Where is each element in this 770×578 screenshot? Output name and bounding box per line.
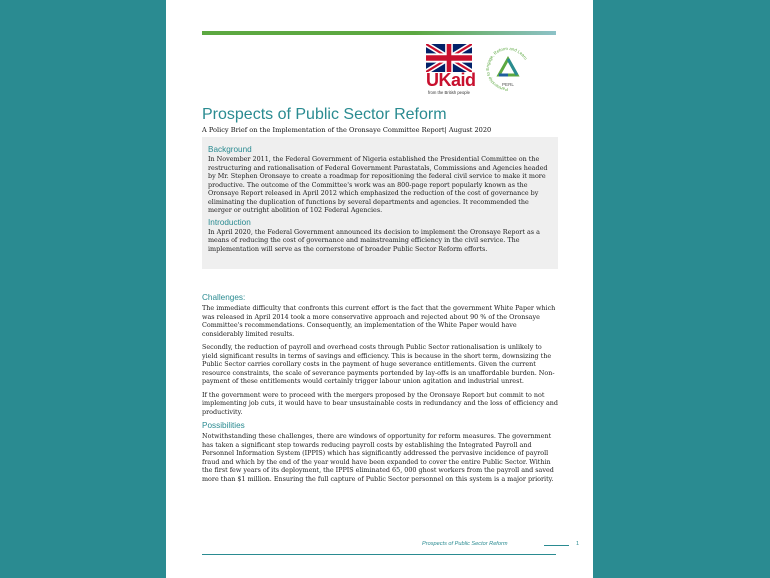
perl-label: PERL xyxy=(501,82,515,87)
top-accent-bar xyxy=(202,31,556,35)
main-content xyxy=(202,293,558,488)
perl-ring-text: Partnership to Engage, Reform and Learn xyxy=(485,45,529,93)
bottom-rule xyxy=(202,554,556,555)
ukaid-aid: aid xyxy=(451,70,476,90)
ukaid-uk: UK xyxy=(426,70,451,90)
document-title: Prospects of Public Sector Reform xyxy=(202,106,447,123)
logo-area xyxy=(424,44,534,94)
footer-title: Prospects of Public Sector Reform xyxy=(422,541,508,547)
introduction-text: In April 2020, the Federal Government announced its decision to implement the Oronsaye Report as a means of reducing the cost of governance and mainstreaming efficiency in the civil service. The implementation will serve as the cornerstone of broader Public Sector Reform efforts. xyxy=(208,227,540,253)
challenges-paragraph-2: Secondly, the reduction of payroll and overhead costs through Public Sector rationalisation is unlikely to yield significant results in terms of savings and efficiency. This is because in the short term, downsizing the Public Sector carries corollary costs in the payment of huge severance entitlements. Given the current resource constraints, the scale of severance payments portended by lay-offs is an unaffordable burden. Non-payment of these entitlements would certainly trigger labour union agitation and industrial unrest. xyxy=(202,343,555,385)
ukaid-wordmark xyxy=(426,71,476,89)
challenges-paragraph-1: The immediate difficulty that confronts this current effort is the fact that the government White Paper which was released in April 2014 took a more conservative approach and rejected about 90 % of the Oronsaye Committee's recommendations. Consequently, an implementation of the White Paper would have considerably limited results. xyxy=(202,304,556,338)
possibilities-text: Notwithstanding these challenges, there are windows of opportunity for reform measures. The government has taken a significant step towards reducing payroll costs by establishing the Integrated Payroll and Personnel Information System (IPPIS) which has significantly addressed the pervasive incidence of payroll fraud and which by the end of the year would have been expanded to cover the entire Public Sector. Within the first few years of its deployment, the IPPIS eliminated 65, 000 ghost workers from the payroll and saved more than $1 million. Ensuring the full capture of Public Sector personnel on this system is a major priority. xyxy=(202,432,554,483)
introduction-heading: Introduction xyxy=(208,217,251,227)
footer-rule xyxy=(544,545,569,546)
page-footer xyxy=(422,541,580,551)
summary-box xyxy=(202,137,558,269)
background-text: In November 2011, the Federal Government of Nigeria established the Presidential Committee on the restructuring and rationalisation of Federal Government Parastatals, Commissions and Agencies headed by Mr. Stephen Oronsaye to create a roadmap for repositioning the federal civil service to make it more productive. The outcome of the Committee's work was an 800-page report popularly known as the Oronsaye Report released in April 2012 which emphasized the reduction of the cost of governance by eliminating the duplication of functions by several departments and agencies. It recommended the merger or outright abolition of 102 Federal Agencies. xyxy=(208,155,548,214)
perl-logo-icon xyxy=(482,44,534,94)
document-subtitle: A Policy Brief on the Implementation of the Oronsaye Committee Report| August 2020 xyxy=(202,126,492,134)
ukaid-tagline: from the British people xyxy=(428,90,470,95)
page-number: 1 xyxy=(576,541,580,547)
document-page xyxy=(166,0,593,578)
challenges-heading: Challenges: xyxy=(202,293,246,302)
union-jack-flag-icon xyxy=(426,44,472,72)
challenges-paragraph-3: If the government were to proceed with the mergers proposed by the Oronsaye Report but commit to not implementing job cuts, it would have to bear unsustainable costs in redundancy and the loss of efficiency and productivity. xyxy=(202,390,558,416)
background-heading: Background xyxy=(208,145,252,154)
possibilities-heading: Possibilities xyxy=(202,421,245,430)
